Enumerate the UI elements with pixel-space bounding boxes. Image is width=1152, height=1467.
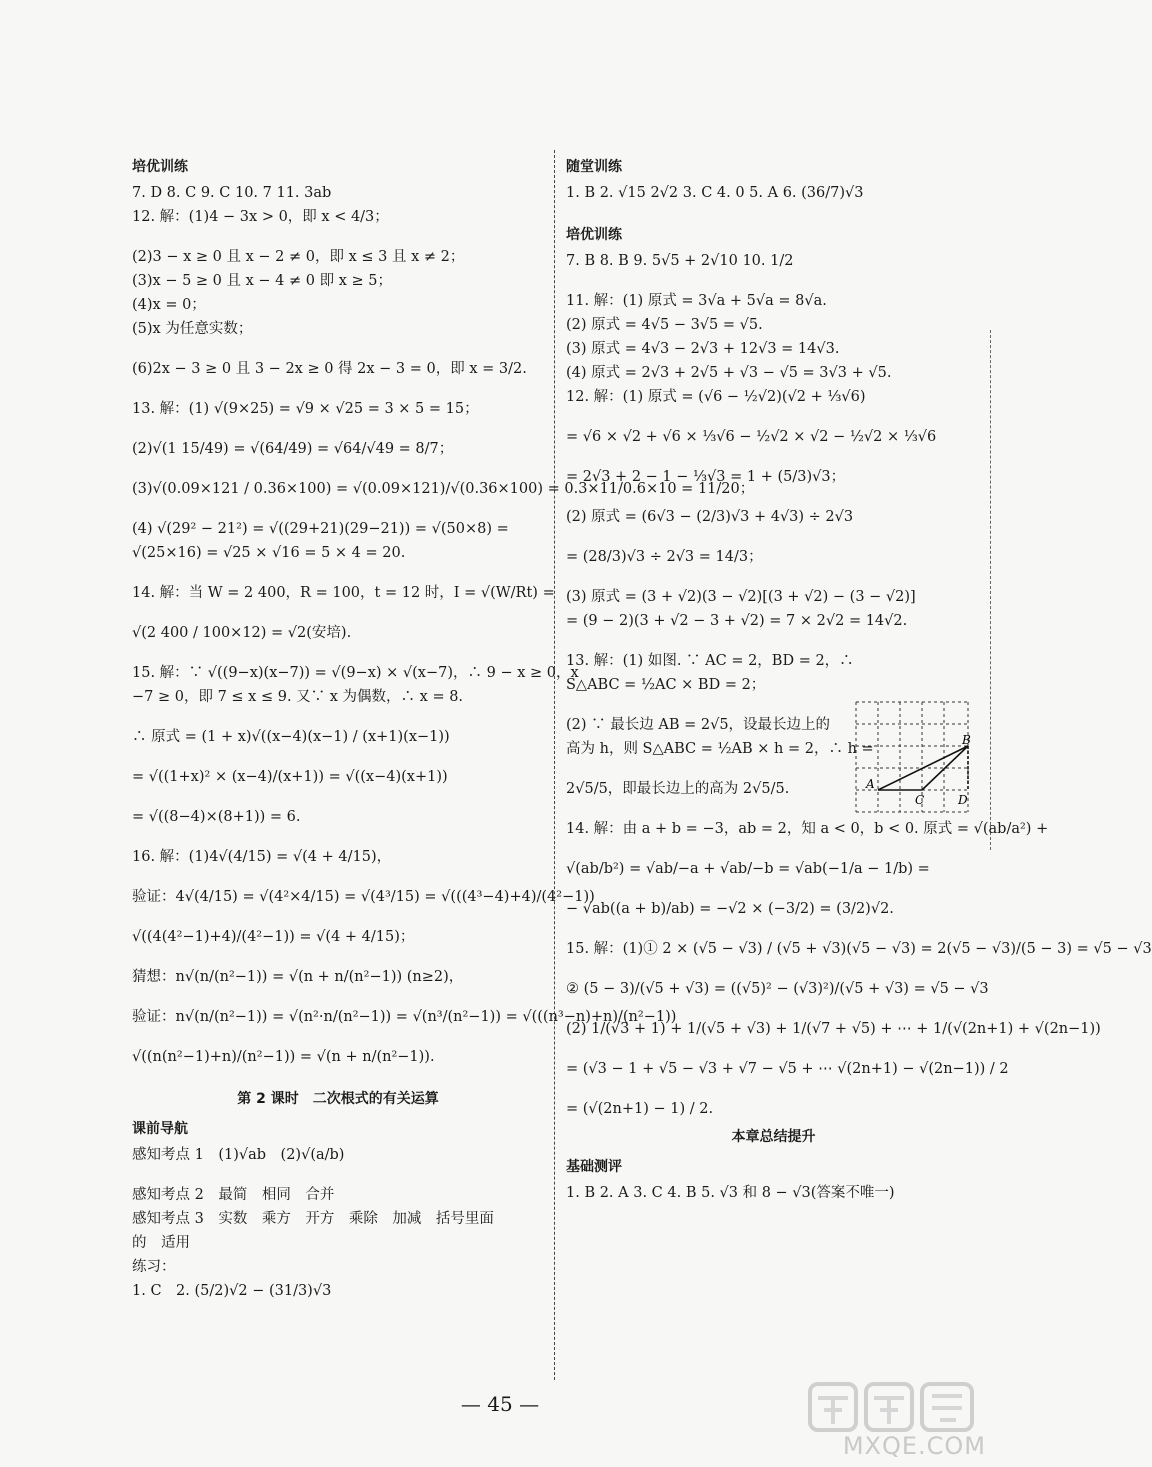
section-title: 培优训练 <box>132 159 188 175</box>
section-title: 培优训练 <box>566 227 622 243</box>
answer-line: −7 ≥ 0，即 7 ≤ x ≤ 9. 又∵ x 为偶数，∴ x = 8. <box>132 689 464 705</box>
answer-line: = √6 × √2 + √6 × ⅓√6 − ½√2 × √2 − ½√2 × ⅓√6 <box>566 429 937 445</box>
answer-line: (2) 原式 = 4√5 − 3√5 = √5. <box>566 317 763 333</box>
answer-line: ② (5 − 3)/(√5 + √3) = ((√5)² − (√3)²)/(√5 + √3) = √5 − √3 <box>566 981 989 997</box>
answer-line: (5)x 为任意实数； <box>132 321 253 337</box>
answer-line: 15. 解：∵ √((9−x)(x−7)) = √(9−x) × √(x−7)，∴ 9 − x ≥ 0，x <box>132 665 579 681</box>
section-title: 基础测评 <box>566 1159 622 1175</box>
answer-line: (2) 原式 = (6√3 − (2/3)√3 + 4√3) ÷ 2√3 <box>566 509 854 525</box>
answer-line: (6)2x − 3 ≥ 0 且 3 − 2x ≥ 0 得 2x − 3 = 0，即 x = 3/2. <box>132 361 527 377</box>
answer-line: = √((8−4)×(8+1)) = 6. <box>132 809 301 825</box>
answer-line: 1. B 2. √15 2√2 3. C 4. 0 5. A 6. (36/7)√3 <box>566 185 864 201</box>
chapter-title: 本章总结提升 <box>731 1129 816 1145</box>
answer-line: 的 适用 <box>132 1235 190 1251</box>
answer-line: 14. 解：当 W = 2 400，R = 100，t = 12 时，I = √(W/Rt) = <box>132 585 555 601</box>
answer-line: √((4(4²−1)+4)/(4²−1)) = √(4 + 4/15)； <box>132 929 415 945</box>
answer-line: = (28/3)√3 ÷ 2√3 = 14/3； <box>566 549 763 565</box>
page-number: — 45 — <box>460 1392 540 1416</box>
answer-line: 2√5/5，即最长边上的高为 2√5/5. <box>566 781 790 797</box>
answer-line: (3) 原式 = 4√3 − 2√3 + 12√3 = 14√3. <box>566 341 840 357</box>
label-b: B <box>962 733 971 747</box>
answer-line: (3) 原式 = (3 + √2)(3 − √2)[(3 + √2) − (3 − √2)] <box>566 589 916 605</box>
answer-line: 感知考点 2 最简 相同 合并 <box>132 1187 335 1203</box>
answer-line: √(25×16) = √25 × √16 = 5 × 4 = 20. <box>132 545 406 561</box>
answer-line: 16. 解：(1)4√(4/15) = √(4 + 4/15)， <box>132 849 392 865</box>
answer-line: 练习： <box>132 1259 176 1275</box>
answer-line: (2) 1/(√3 + 1) + 1/(√5 + √3) + 1/(√7 + √5) + ⋯ + 1/(√(2n+1) + √(2n−1)) <box>566 1021 1101 1037</box>
answer-line: = 2√3 + 2 − 1 − ⅓√3 = 1 + (5/3)√3； <box>566 469 846 485</box>
lesson-title: 第 2 课时 二次根式的有关运算 <box>237 1091 439 1107</box>
answer-line: (4) √(29² − 21²) = √((29+21)(29−21)) = √(50×8) = <box>132 521 509 537</box>
answer-line: 7. D 8. C 9. C 10. 7 11. 3ab <box>132 185 332 201</box>
answer-line: 7. B 8. B 9. 5√5 + 2√10 10. 1/2 <box>566 253 794 269</box>
answer-line: 验证：4√(4/15) = √(4²×4/15) = √(4³/15) = √(((4³−4)+4)/(4²−1)) <box>132 889 595 905</box>
answer-line: (3)√(0.09×121 / 0.36×100) = √(0.09×121)/√(0.36×100) = 0.3×11/0.6×10 = 11/20； <box>132 481 755 497</box>
answer-line: S△ABC = ½AC × BD = 2； <box>566 677 766 693</box>
answer-line: 1. C 2. (5/2)√2 − (31/3)√3 <box>132 1283 332 1299</box>
answer-line: 13. 解：(1) 如图. ∵ AC = 2，BD = 2，∴ <box>566 653 854 669</box>
column-divider <box>554 150 555 1380</box>
answer-line: 14. 解：由 a + b = −3，ab = 2，知 a < 0，b < 0. 原式 = √(ab/a²) + <box>566 821 1049 837</box>
answer-line: 感知考点 3 实数 乘方 开方 乘除 加减 括号里面 <box>132 1211 494 1227</box>
answer-line: (2) ∵ 最长边 AB = 2√5，设最长边上的 <box>566 717 831 733</box>
answer-line: (2)3 − x ≥ 0 且 x − 2 ≠ 0，即 x ≤ 3 且 x ≠ 2； <box>132 249 465 265</box>
answer-line: 12. 解：(1) 原式 = (√6 − ½√2)(√2 + ⅓√6) <box>566 389 866 405</box>
right-column <box>566 150 1152 1208</box>
answer-line: 猜想：n√(n/(n²−1)) = √(n + n/(n²−1)) (n≥2)， <box>132 969 464 985</box>
section-title: 随堂训练 <box>566 159 622 175</box>
answer-line: = (√3 − 1 + √5 − √3 + √7 − √5 + ⋯ √(2n+1) − √(2n−1)) / 2 <box>566 1061 1009 1077</box>
triangle-grid-figure <box>852 698 972 816</box>
answer-line: 15. 解：(1)① 2 × (√5 − √3) / (√5 + √3)(√5 − √3) = 2(√5 − √3)/(5 − 3) = √5 − √3 <box>566 941 1152 957</box>
answer-line: √(ab/b²) = √ab/−a + √ab/−b = √ab(−1/a − 1/b) = <box>566 861 930 877</box>
answer-line: 11. 解：(1) 原式 = 3√a + 5√a = 8√a. <box>566 293 827 309</box>
answer-line: (2)√(1 15/49) = √(64/49) = √64/√49 = 8/7； <box>132 441 454 457</box>
label-c: C <box>915 793 925 807</box>
answer-line: (3)x − 5 ≥ 0 且 x − 4 ≠ 0 即 x ≥ 5； <box>132 273 392 289</box>
answer-line: ∴ 原式 = (1 + x)√((x−4)(x−1) / (x+1)(x−1)) <box>132 729 450 745</box>
answer-line: − √ab((a + b)/ab) = −√2 × (−3/2) = (3/2)√2. <box>566 901 894 917</box>
answer-line: 验证：n√(n/(n²−1)) = √(n²·n/(n²−1)) = √(n³/(n²−1)) = √(((n³−n)+n)/(n²−1)) <box>132 1009 677 1025</box>
answer-line: 13. 解：(1) √(9×25) = √9 × √25 = 3 × 5 = 15； <box>132 401 479 417</box>
answer-line: √(2 400 / 100×12) = √2(安培). <box>132 625 352 641</box>
answer-line: √((n(n²−1)+n)/(n²−1)) = √(n + n/(n²−1)). <box>132 1049 435 1065</box>
answer-line: 12. 解：(1)4 − 3x > 0，即 x < 4/3； <box>132 209 389 225</box>
section-title: 课前导航 <box>132 1121 188 1137</box>
answer-line: (4) 原式 = 2√3 + 2√5 + √3 − √5 = 3√3 + √5. <box>566 365 892 381</box>
label-a: A <box>866 777 875 791</box>
answer-line: 感知考点 1 (1)√ab (2)√(a/b) <box>132 1147 345 1163</box>
label-d: D <box>958 793 968 807</box>
margin-dash <box>990 330 991 850</box>
answer-line: = (9 − 2)(3 + √2 − 3 + √2) = 7 × 2√2 = 14√2. <box>566 613 908 629</box>
answer-line: 高为 h，则 S△ABC = ½AB × h = 2，∴ h = <box>566 741 874 757</box>
watermark-text: MXQE.COM <box>842 1432 986 1460</box>
answer-line: = √((1+x)² × (x−4)/(x+1)) = √((x−4)(x+1)) <box>132 769 448 785</box>
answer-line: = (√(2n+1) − 1) / 2. <box>566 1101 714 1117</box>
answer-line: (4)x = 0； <box>132 297 206 313</box>
answer-line: 1. B 2. A 3. C 4. B 5. √3 和 8 − √3(答案不唯一) <box>566 1185 895 1201</box>
